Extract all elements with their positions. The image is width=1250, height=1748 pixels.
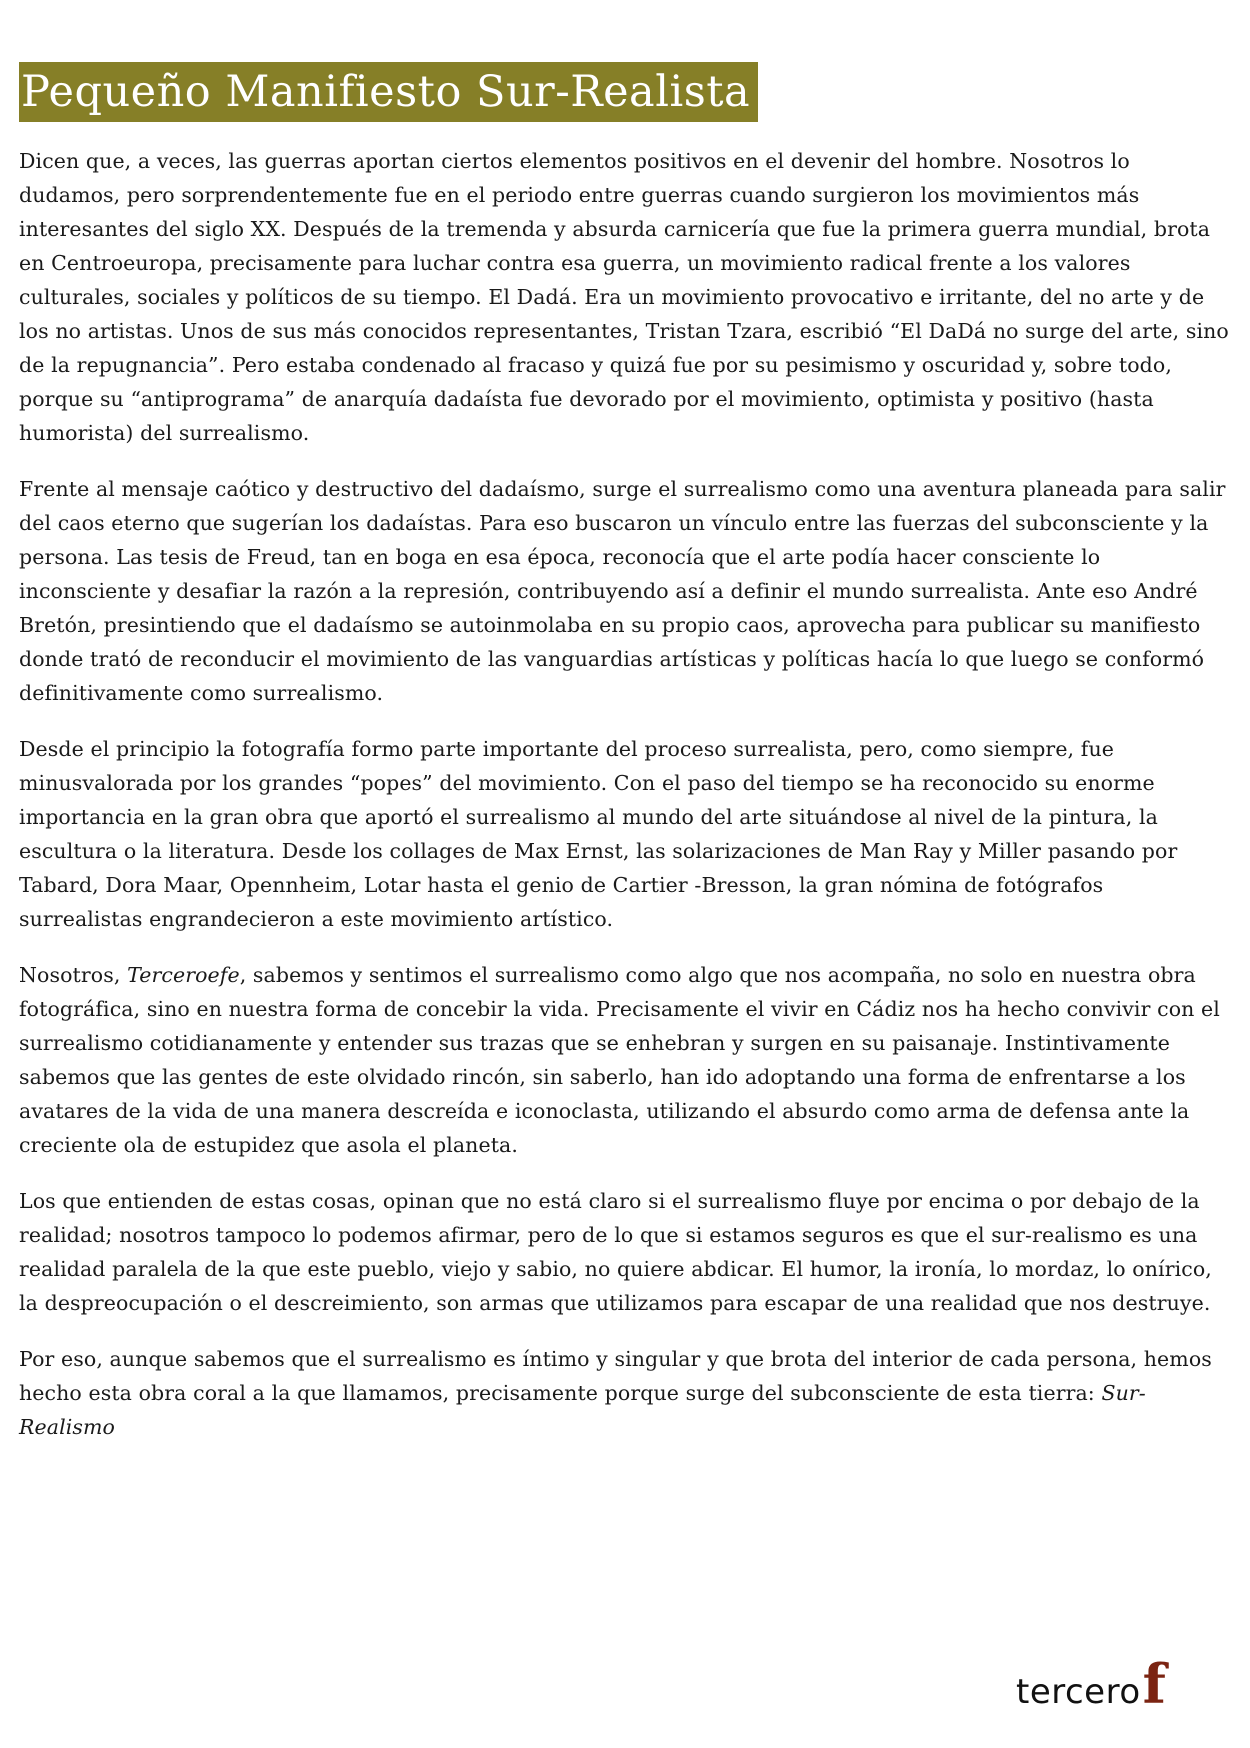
paragraph-emphasis: Terceroefe — [127, 963, 240, 987]
paragraph-prefix: Nosotros, — [19, 963, 128, 987]
paragraph-text: Los que entienden de estas cosas, opinan que no está claro si el surrealismo fluye por encima o por debajo de la realidad; nosotros tampoco lo podemos afirmar, pero de lo que si estamos seguros es que el sur-realismo es una realidad paralela de la que este pueblo, viejo y sabio, no quiere abdicar. El humor, la ironía, lo mordaz, lo onírico, la despreocupación o el descreimiento, son armas que utilizamos para escapar de una realidad que nos destruye. — [19, 1189, 1212, 1315]
title-banner — [19, 62, 758, 122]
paragraph-text: Desde el principio la fotografía formo parte importante del proceso surrealista, pero, como siempre, fue minusvalorada por los grandes “popes” del movimiento. Con el paso del tiempo se ha reconocido su enorme importancia en la gran obra que aportó el surrealismo al mundo del arte situándose al nivel de la pintura, la escultura o la literatura. Desde los collages de Max Ernst, las solarizaciones de Man Ray y Miller pasando por Tabard, Dora Maar, Opennheim, Lotar hasta el genio de Cartier -Bresson, la gran nómina de fotógrafos surrealistas engrandecieron a este movimiento artístico. — [19, 737, 1178, 931]
paragraph-emphasis: Sur-Realismo — [19, 1381, 1146, 1439]
paragraph-reality — [19, 1184, 1231, 1320]
document-page — [19, 62, 1231, 1466]
paragraph-terceroefe — [19, 958, 1231, 1162]
paragraph-text: Por eso, aunque sabemos que el surrealismo es íntimo y singular y que brota del interior de cada persona, hemos hecho esta obra coral a la que llamamos, precisamente porque surge del subconsciente de esta tierra: — [19, 1347, 1212, 1405]
logo-mark: f — [1142, 1652, 1166, 1716]
paragraph-closing — [19, 1342, 1231, 1444]
paragraph-photography — [19, 732, 1231, 936]
logo-wordmark: tercero — [1016, 1672, 1141, 1712]
paragraph-text: Dicen que, a veces, las guerras aportan ciertos elementos positivos en el devenir del hombre. Nosotros lo dudamos, pero sorprendentemente fue en el periodo entre guerras cuando surgieron los movimientos más interesantes del siglo XX. Después de la tremenda y absurda carnicería que fue la primera guerra mundial, brota en Centroeuropa, precisamente para luchar contra esa guerra, un movimiento radical frente a los valores culturales, sociales y políticos de su tiempo. El Dadá. Era un movimiento provocativo e irritante, del no arte y de los no artistas. Unos de sus más conocidos representantes, Tristan Tzara, escribió “El DaDá no surge del arte, sino de la repugnancia”. Pero estaba condenado al fracaso y quizá fue por su pesimismo y oscuridad y, sobre todo, porque su “antiprograma” de anarquía dadaísta fue devorado por el movimiento, optimista y positivo (hasta humorista) del surrealismo. — [19, 149, 1229, 445]
page-title: Pequeño Manifiesto Sur-Realista — [21, 67, 751, 117]
paragraph-surrealism-origin — [19, 472, 1231, 710]
paragraph-text: Frente al mensaje caótico y destructivo del dadaísmo, surge el surrealismo como una aventura planeada para salir del caos eterno que sugerían los dadaístas. Para eso buscaron un vínculo entre las fuerzas del subconsciente y la persona. Las tesis de Freud, tan en boga en esa época, reconocía que el arte podía hacer consciente lo inconsciente y desafiar la razón a la represión, contribuyendo así a definir el mundo surrealista. Ante eso André Bretón, presintiendo que el dadaísmo se autoinmolaba en su propio caos, aprovecha para publicar su manifiesto donde trató de reconducir el movimiento de las vanguardias artísticas y políticas hacía lo que luego se conformó definitivamente como surrealismo. — [19, 477, 1226, 705]
paragraph-dada — [19, 144, 1231, 450]
paragraph-text: , sabemos y sentimos el surrealismo como algo que nos acompaña, no solo en nuestra obra fotográfica, sino en nuestra forma de concebir la vida. Precisamente el vivir en Cádiz nos ha hecho convivir con el surrealismo cotidianamente y entender sus trazas que se enhebran y surgen en su paisanaje. Instintivamente sabemos que las gentes de este olvidado rincón, sin saberlo, han ido adoptando una forma de enfrentarse a los avatares de la vida de una manera descreída e iconoclasta, utilizando el absurdo como arma de defensa ante la creciente ola de estupidez que asola el planeta. — [19, 963, 1220, 1157]
terceroefe-logo — [1016, 1652, 1166, 1716]
